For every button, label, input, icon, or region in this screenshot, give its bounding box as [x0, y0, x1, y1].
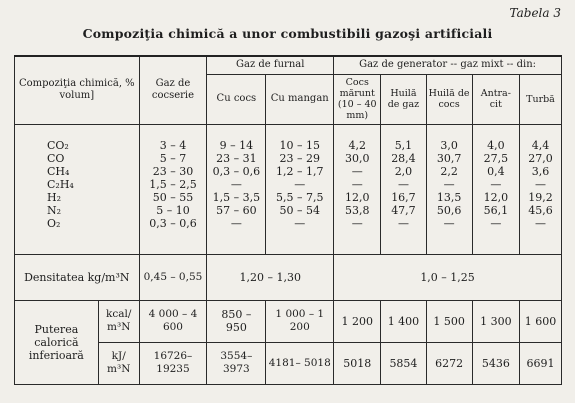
- cell-value: —: [490, 216, 502, 230]
- kcal-gen-gas-coal: 1 400: [381, 300, 426, 342]
- unit-kcal: kcal/ m³N: [98, 300, 139, 342]
- kcal-bf-manganese: 1 000 – 1 200: [266, 300, 334, 342]
- cell-value: 1,5 – 2,5: [149, 177, 197, 191]
- component-n2: N₂: [47, 203, 62, 217]
- cell-value: 2,2: [440, 164, 458, 178]
- kcal-coke-oven: 4 000 – 4 600: [139, 300, 207, 342]
- header-gen-peat: Turbă: [519, 74, 561, 124]
- cell-value: 2,0: [394, 164, 413, 178]
- cell-value: 3,0: [440, 138, 458, 152]
- calorific-label: Puterea calorică inferioară: [15, 300, 99, 384]
- kj-gen-coke-coal: 6272: [426, 342, 472, 384]
- cell-value: 5 – 10: [156, 203, 190, 217]
- component-co: CO: [47, 151, 65, 165]
- cell-value: 9 – 14: [219, 138, 254, 152]
- cell-value: 10 – 15: [279, 138, 320, 152]
- header-bf-manganese: Cu mangan: [266, 74, 334, 124]
- cell-value: —: [294, 216, 306, 230]
- cell-value: —: [351, 177, 363, 191]
- cell-value: 50,6: [436, 203, 462, 217]
- cell-value: 53,8: [344, 203, 370, 217]
- cell-value: 5 – 7: [159, 151, 187, 165]
- table-title: Compoziţia chimică a unor combustibili gazoşi artificiali: [82, 26, 493, 41]
- header-bf-coke: Cu cocs: [207, 74, 266, 124]
- cell-value: 47,7: [391, 203, 416, 217]
- header-gen-coke-coal: Huilă de cocs: [426, 74, 472, 124]
- kcal-gen-peat: 1 600: [519, 300, 561, 342]
- kj-gen-anthracite: 5436: [472, 342, 519, 384]
- cell-value: 0,3 – 0,6: [149, 216, 197, 230]
- density-blast-furnace: 1,20 – 1,30: [207, 254, 334, 300]
- kj-gen-fine-coke: 5018: [334, 342, 381, 384]
- cell-value: —: [490, 177, 502, 191]
- header-coke-oven-gas: Gaz de cocserie: [139, 56, 207, 124]
- cell-value: 0,3 – 0,6: [212, 164, 261, 178]
- cell-value: —: [443, 177, 455, 191]
- component-c2h4: C₂H₄: [47, 177, 74, 191]
- cell-value: 23 – 29: [279, 151, 320, 165]
- cell-value: 5,5 – 7,5: [276, 190, 324, 204]
- component-h2: H₂: [47, 190, 62, 204]
- component-co2: CO₂: [47, 138, 69, 152]
- kj-gen-peat: 6691: [519, 342, 561, 384]
- cell-value: —: [230, 177, 242, 191]
- cell-value: 23 – 30: [152, 164, 194, 178]
- gen-peat-values: [519, 124, 561, 254]
- density-generator: 1,0 – 1,25: [334, 254, 562, 300]
- component-o2: O₂: [47, 216, 61, 230]
- coke-oven-values: [139, 124, 207, 254]
- cell-value: 50 – 54: [279, 203, 320, 217]
- kj-bf-coke: 3554– 3973: [207, 342, 266, 384]
- gen-fine-coke-values: [334, 124, 381, 254]
- composition-table: [14, 55, 562, 385]
- gen-coke-coal-values: [426, 124, 472, 254]
- gen-anthracite-values: [472, 124, 519, 254]
- unit-kj: kJ/ m³N: [98, 342, 139, 384]
- cell-value: 12,0: [344, 190, 370, 204]
- kcal-bf-coke: 850 – 950: [207, 300, 266, 342]
- cell-value: 3 – 4: [159, 138, 187, 152]
- header-generator-gas: Gaz de generator -- gaz mixt -- din:: [334, 56, 562, 74]
- cell-value: —: [397, 216, 409, 230]
- kj-coke-oven: 16726– 19235: [139, 342, 207, 384]
- cell-value: 4,0: [487, 138, 505, 152]
- cell-value: 16,7: [391, 190, 416, 204]
- kj-gen-gas-coal: 5854: [381, 342, 426, 384]
- cell-value: 50 – 55: [152, 190, 194, 204]
- header-composition: Compoziţia chimică, % volum]: [15, 56, 140, 124]
- cell-value: 30,0: [344, 151, 370, 165]
- header-gen-fine-coke: Cocs mărunt (10 – 40 mm): [334, 74, 381, 124]
- cell-value: 23 – 31: [216, 151, 257, 165]
- density-coke-oven: 0,45 – 0,55: [139, 254, 207, 300]
- cell-value: —: [534, 216, 546, 230]
- cell-value: 27,0: [528, 151, 553, 165]
- cell-value: 3,6: [531, 164, 550, 178]
- bf-manganese-values: [266, 124, 334, 254]
- header-gen-gas-coal: Huilă de gaz: [381, 74, 426, 124]
- cell-value: 1,5 – 3,5: [212, 190, 261, 204]
- cell-value: 12,0: [483, 190, 509, 204]
- table-label: Tabela 3: [509, 6, 561, 20]
- header-blast-furnace-gas: Gaz de furnal: [207, 56, 334, 74]
- bf-coke-values: [207, 124, 266, 254]
- cell-value: 57 – 60: [216, 203, 257, 217]
- cell-value: 30,7: [436, 151, 462, 165]
- cell-value: —: [443, 216, 455, 230]
- kcal-gen-coke-coal: 1 500: [426, 300, 472, 342]
- cell-value: 19,2: [528, 190, 553, 204]
- kcal-gen-anthracite: 1 300: [472, 300, 519, 342]
- cell-value: 27,5: [483, 151, 509, 165]
- cell-value: —: [230, 216, 242, 230]
- component-ch4: CH₄: [47, 164, 70, 178]
- cell-value: 4,2: [348, 138, 366, 152]
- kcal-gen-fine-coke: 1 200: [334, 300, 381, 342]
- cell-value: —: [534, 177, 546, 191]
- cell-value: 4,4: [531, 138, 550, 152]
- density-label: Densitatea kg/m³N: [15, 254, 140, 300]
- cell-value: 28,4: [391, 151, 416, 165]
- cell-value: 45,6: [528, 203, 553, 217]
- cell-value: 1,2 – 1,7: [276, 164, 324, 178]
- gen-gas-coal-values: [381, 124, 426, 254]
- cell-value: 13,5: [436, 190, 462, 204]
- cell-value: 56,1: [483, 203, 509, 217]
- cell-value: —: [351, 216, 363, 230]
- cell-value: 0,4: [487, 164, 505, 178]
- cell-value: —: [397, 177, 409, 191]
- cell-value: 5,1: [394, 138, 413, 152]
- kj-bf-manganese: 4181– 5018: [266, 342, 334, 384]
- header-gen-anthracite: Antra-cit: [472, 74, 519, 124]
- cell-value: —: [294, 177, 306, 191]
- cell-value: —: [351, 164, 363, 178]
- components-cell: [15, 124, 140, 254]
